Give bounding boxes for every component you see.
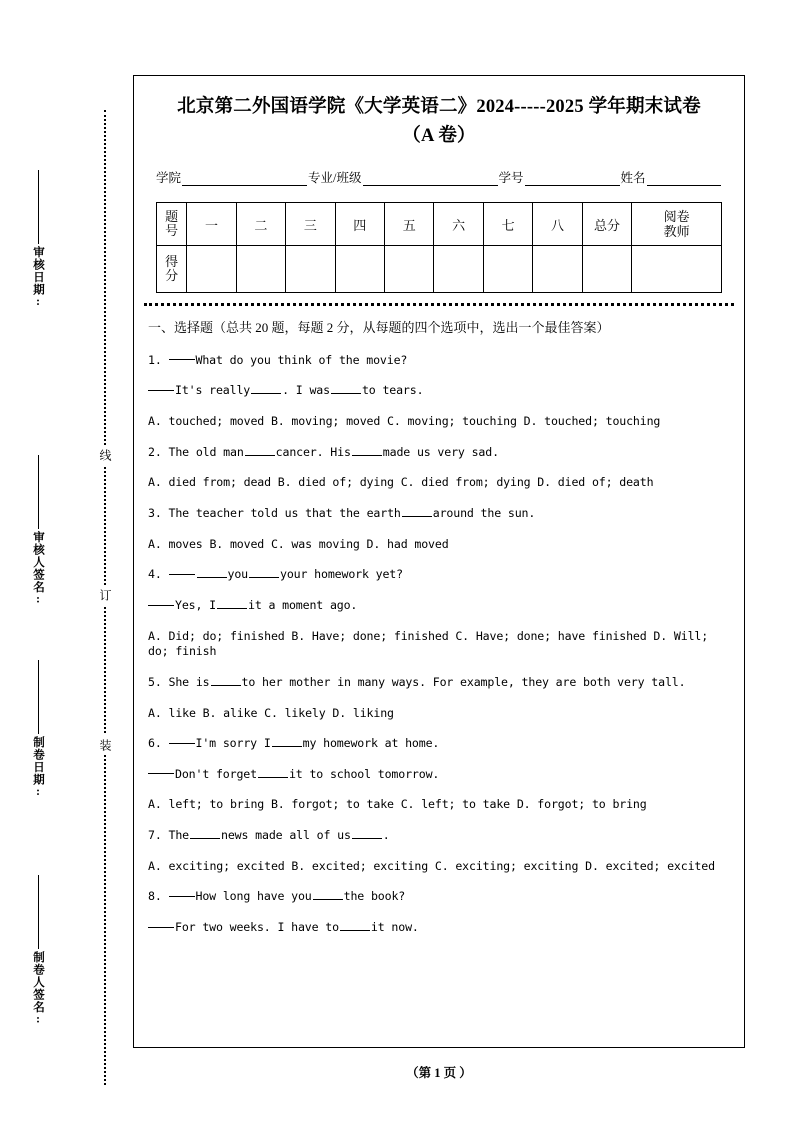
question-5-options[interactable]: A. like B. alike C. likely D. liking: [148, 705, 394, 720]
question-3-stem: [148, 506, 734, 522]
field-label-name: 姓名: [620, 171, 646, 186]
question-4-text-a2: your homework yet?: [280, 567, 403, 582]
page-footer: （第 1 页 ）: [406, 1066, 472, 1080]
question-7-options[interactable]: A. exciting; excited B. excited; exciting C. exciting; exciting D. excited; excited: [148, 858, 715, 873]
question-1-text-a: What do you think of the movie?: [195, 352, 408, 367]
question-2-text-post: made us very sad.: [382, 444, 499, 459]
review-date-rule: [38, 170, 39, 244]
maker-signature-block: [30, 875, 46, 1027]
reviewer-signature-block: [30, 455, 46, 607]
column-header-5: 五: [385, 203, 434, 246]
score-cell-6[interactable]: [434, 246, 483, 293]
column-header-4: 四: [335, 203, 384, 246]
question-6-options[interactable]: A. left; to bring B. forgot; to take C. left; to take D. forgot; to bring: [148, 797, 647, 812]
review-date-label: 审核日期:: [32, 246, 44, 309]
binding-char-zhuang: 装: [96, 735, 114, 755]
question-7-text-mid: news made all of us: [221, 828, 351, 843]
question-7-number: 7.: [148, 828, 162, 843]
question-7-blank-1[interactable]: [190, 828, 220, 839]
exam-paper-box: [133, 75, 745, 1048]
dialogue-dash-icon: [169, 896, 195, 897]
question-6-blank-1[interactable]: [272, 736, 302, 747]
row-label-question-number-char1: 题: [165, 208, 179, 224]
question-2-options[interactable]: A. died from; dead B. died of; dying C. died from; dying D. died of; death: [148, 475, 654, 490]
dialogue-dash-icon: [169, 359, 195, 360]
question-1-text-b-pre: It's really: [175, 383, 251, 398]
score-cell-7[interactable]: [483, 246, 532, 293]
left-margin-column: [0, 0, 120, 1122]
score-cell-grading-teacher[interactable]: [632, 246, 722, 293]
reviewer-signature-rule-top: [38, 455, 39, 529]
question-list: [148, 353, 734, 936]
dialogue-dash-icon: [148, 390, 174, 391]
question-1-stem-b: [148, 383, 734, 399]
field-label-student-id: 学号: [498, 171, 524, 186]
review-date-block: [30, 170, 46, 309]
question-8-stem-a: [148, 889, 734, 905]
question-3-number: 3.: [148, 506, 162, 521]
field-input-student-id[interactable]: [525, 172, 620, 186]
row-label-score-char2: 分: [165, 268, 179, 284]
question-1-blank-1[interactable]: [251, 384, 281, 395]
column-header-2: 二: [236, 203, 285, 246]
question-1-blank-2[interactable]: [331, 384, 361, 395]
question-4-number: 4.: [148, 567, 162, 582]
question-5-text-post: to her mother in many ways. For example, they are both very tall.: [241, 674, 686, 689]
question-8-text-b-post: it now.: [370, 920, 419, 935]
question-6-stem-a: [148, 736, 734, 752]
question-8-stem-b: [148, 920, 734, 936]
score-cell-8[interactable]: [533, 246, 582, 293]
question-4-options[interactable]: A. Did; do; finished B. Have; done; finished C. Have; done; have finished D. Will; do; finish: [148, 628, 709, 659]
score-cell-3[interactable]: [286, 246, 335, 293]
question-7-blank-2[interactable]: [352, 828, 382, 839]
question-3-blank-1[interactable]: [402, 506, 432, 517]
score-table: [156, 202, 722, 293]
question-2-number: 2.: [148, 444, 162, 459]
make-date-block: [30, 660, 46, 799]
page-title-line2: （A 卷）: [402, 125, 476, 146]
question-4-text-a1: you: [227, 567, 249, 582]
question-4-blank-1[interactable]: [197, 567, 227, 578]
section-divider: [144, 303, 734, 306]
question-1-stem-a: [148, 353, 734, 369]
question-1-text-b-post: to tears.: [361, 383, 424, 398]
row-label-score-char1: 得: [165, 253, 179, 269]
score-cell-2[interactable]: [236, 246, 285, 293]
question-2-stem: [148, 445, 734, 461]
score-cell-5[interactable]: [385, 246, 434, 293]
dialogue-dash-icon: [169, 743, 195, 744]
column-header-8: 八: [533, 203, 582, 246]
question-8-blank-2[interactable]: [340, 920, 370, 931]
column-header-grading-teacher: [632, 203, 722, 246]
question-6-blank-2[interactable]: [258, 767, 288, 778]
question-4-stem-b: [148, 598, 734, 614]
question-8-text-a-post: the book?: [343, 889, 406, 904]
question-6-stem-b: [148, 767, 734, 783]
question-2-blank-2[interactable]: [352, 445, 382, 456]
table-row-question-numbers: [157, 203, 722, 246]
dialogue-dash-icon: [148, 773, 174, 774]
grading-teacher-char1: 阅卷: [663, 208, 690, 224]
field-label-college: 学院: [156, 171, 182, 186]
question-6-number: 6.: [148, 736, 162, 751]
question-4-text-b-pre: Yes, I: [175, 597, 216, 612]
score-cell-total[interactable]: [582, 246, 631, 293]
score-cell-4[interactable]: [335, 246, 384, 293]
dialogue-dash-icon: [148, 605, 174, 606]
field-input-major-class[interactable]: [363, 172, 498, 186]
score-table-wrapper: [156, 202, 722, 293]
question-3-text-pre: The teacher told us that the earth: [168, 506, 401, 521]
question-7-text-pre: The: [168, 828, 190, 843]
question-6-text-b-post: it to school tomorrow.: [288, 766, 440, 781]
dialogue-dash-icon: [169, 574, 195, 575]
question-3-text-post: around the sun.: [432, 506, 536, 521]
binding-char-ding: 订: [96, 585, 114, 605]
field-input-name[interactable]: [647, 172, 721, 186]
student-info-line: [156, 168, 722, 186]
row-label-question-number: [157, 203, 187, 246]
question-8-blank-1[interactable]: [313, 890, 343, 901]
question-4-blank-2[interactable]: [249, 567, 279, 578]
question-7-stem: [148, 828, 734, 844]
dialogue-dash-icon: [148, 927, 174, 928]
score-cell-1[interactable]: [187, 246, 236, 293]
field-input-college[interactable]: [182, 172, 307, 186]
maker-signature-label: 制卷人签名:: [32, 951, 44, 1027]
question-1-number: 1.: [148, 352, 162, 367]
question-4-stem-a: [148, 567, 734, 583]
column-header-6: 六: [434, 203, 483, 246]
question-8-text-a-pre: How long have you: [195, 889, 312, 904]
question-2-blank-1[interactable]: [245, 445, 275, 456]
question-8-number: 8.: [148, 889, 162, 904]
page-title-line1: 北京第二外国语学院《大学英语二》2024-----2025 学年期末试卷: [177, 97, 701, 117]
question-2-text-pre: The old man: [168, 444, 244, 459]
question-7-text-post: .: [382, 828, 390, 843]
question-5-stem: [148, 675, 734, 691]
column-header-7: 七: [483, 203, 532, 246]
question-5-number: 5.: [148, 674, 162, 689]
question-4-text-b-post: it a moment ago.: [247, 597, 358, 612]
question-2-text-mid: cancer. His: [275, 444, 351, 459]
page-title: [148, 93, 730, 150]
question-8-text-b-pre: For two weeks. I have to: [175, 920, 339, 935]
reviewer-signature-label: 审核人签名:: [32, 531, 44, 607]
question-3-options[interactable]: A. moves B. moved C. was moving D. had moved: [148, 536, 449, 551]
make-date-label: 制卷日期:: [32, 736, 44, 799]
question-4-blank-3[interactable]: [217, 598, 247, 609]
question-6-text-b-pre: Don't forget: [175, 766, 257, 781]
question-5-blank-1[interactable]: [211, 675, 241, 686]
grading-teacher-char2: 教师: [663, 224, 690, 240]
column-header-1: 一: [187, 203, 236, 246]
row-label-score: [157, 246, 187, 293]
binding-char-xian: 线: [96, 445, 114, 465]
question-6-text-a-pre: I'm sorry I: [195, 736, 271, 751]
maker-signature-rule-top: [38, 875, 39, 949]
question-5-text-pre: She is: [168, 674, 210, 689]
question-6-text-a-post: my homework at home.: [302, 736, 440, 751]
field-label-major-class: 专业/班级: [308, 171, 362, 186]
make-date-rule: [38, 660, 39, 734]
table-row-scores: [157, 246, 722, 293]
section-heading: 一、选择题（总共 20 题，每题 2 分，从每题的四个选项中，选出一个最佳答案）: [148, 320, 610, 336]
question-1-text-b-mid: . I was: [282, 383, 330, 398]
column-header-3: 三: [286, 203, 335, 246]
row-label-question-number-char2: 号: [165, 223, 179, 239]
column-header-total: 总分: [582, 203, 631, 246]
question-1-options[interactable]: A. touched; moved B. moving; moved C. moving; touching D. touched; touching: [148, 414, 661, 429]
